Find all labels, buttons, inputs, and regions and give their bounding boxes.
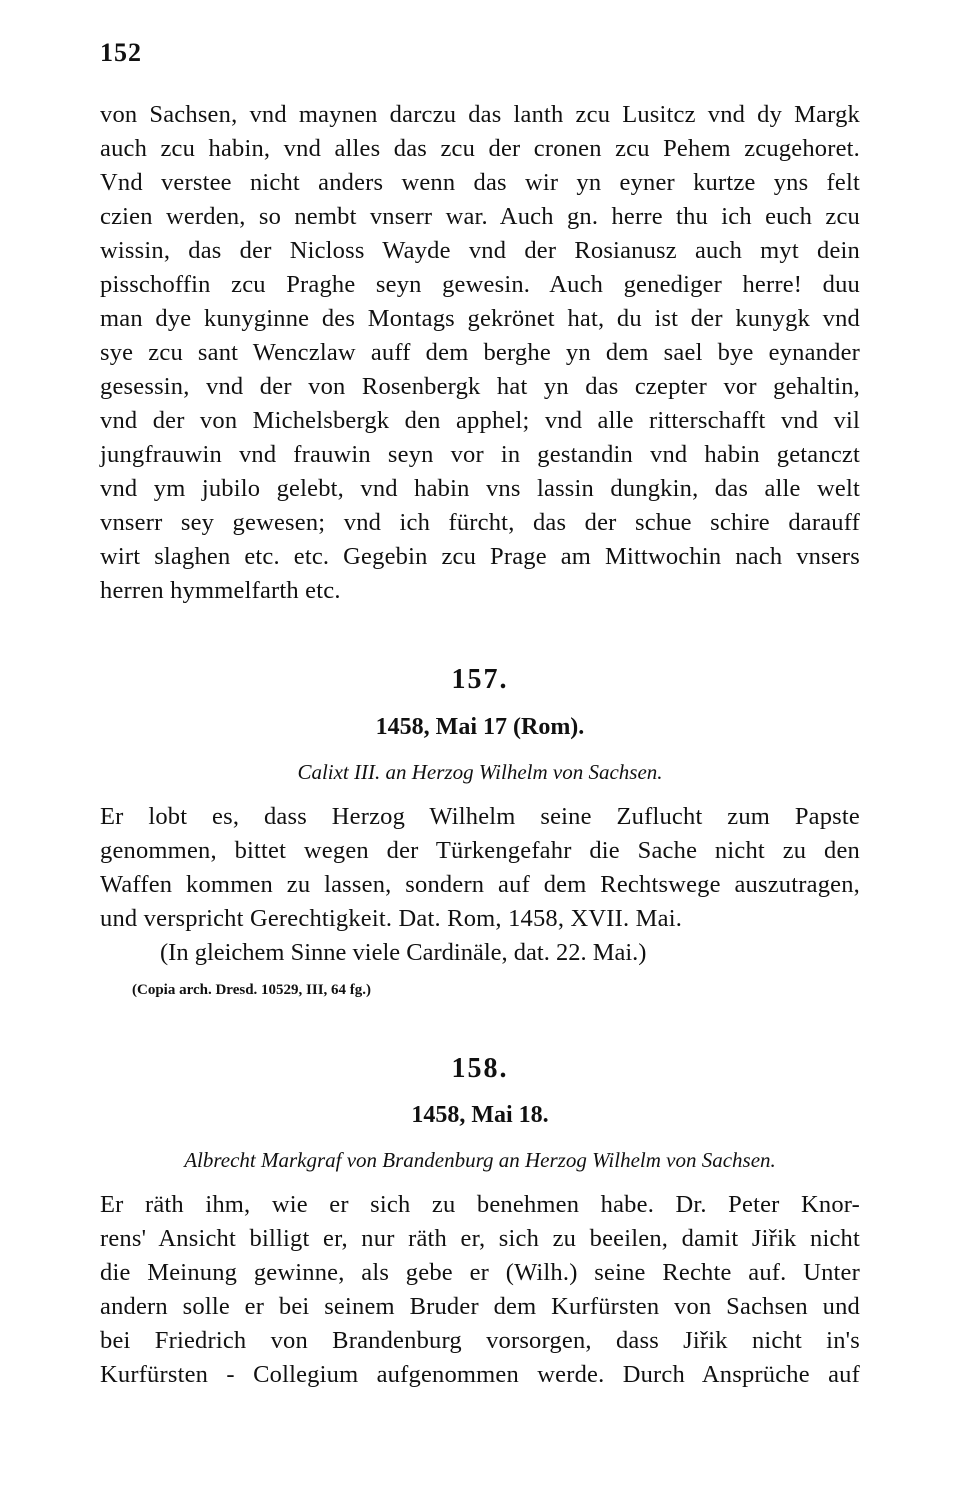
text-line: sye zcu sant Wenczlaw auff dem berghe yn dem sael bye eynander (100, 339, 860, 366)
document-heading: Calixt III. an Herzog Wilhelm von Sachsen. (297, 760, 663, 784)
document-date: 1458, Mai 18. (411, 1102, 549, 1128)
note-line: (In gleichem Sinne viele Cardinäle, dat. 22. Mai.) (160, 939, 647, 966)
text-line: czien werden, so nembt vnserr war. Auch gn. herre thu ich euch zcu (100, 203, 860, 230)
text-line: wissin, das der Nicloss Wayde vnd der Rosianusz auch myt dein (100, 237, 860, 264)
text-line: auch zcu habin, vnd alles das zcu der cronen zcu Pehem zcugehoret. (100, 135, 860, 162)
text-line: pisschoffin zcu Praghe seyn gewesin. Auch genediger herre! duu (100, 271, 860, 298)
document-number: 158. (451, 1053, 509, 1084)
document-date: 1458, Mai 17 (Rom). (375, 714, 585, 740)
text-line: Er lobt es, dass Herzog Wilhelm seine Zuflucht zum Papste (100, 803, 860, 830)
document-heading: Albrecht Markgraf von Brandenburg an Herzog Wilhelm von Sachsen. (184, 1148, 776, 1172)
text-line: wirt slaghen etc. etc. Gegebin zcu Prage am Mittwochin nach vnsers (100, 543, 860, 570)
text-line: rens' Ansicht billigt er, nur räth er, sich zu beeilen, damit Jiřik nicht (100, 1225, 860, 1252)
text-line: Waffen kommen zu lassen, sondern auf dem Rechtswege auszutragen, (100, 871, 860, 898)
page-number: 152 (100, 38, 142, 67)
text-line: jungfrauwin vnd frauwin seyn vor in gestandin vnd habin getanczt (100, 441, 860, 468)
source-citation: (Copia arch. Dresd. 10529, III, 64 fg.) (132, 982, 372, 998)
document-number: 157. (451, 664, 509, 695)
text-line: Kurfürsten - Collegium aufgenommen werde. Durch Ansprüche auf (100, 1361, 860, 1388)
text-line: von Sachsen, vnd maynen darczu das lanth zcu Lusitcz vnd dy Margk (100, 101, 860, 128)
text-line: vnd der von Michelsbergk den apphel; vnd alle ritterschafft vnd vil (100, 407, 860, 434)
text-line: andern solle er bei seinem Bruder dem Kurfürsten von Sachsen und (100, 1293, 860, 1320)
text-line: herren hymmelfarth etc. (100, 577, 341, 604)
text-line: vnserr sey gewesen; vnd ich fürcht, das der schue schire darauff (100, 509, 860, 536)
text-line: man dye kunyginne des Montags gekrönet hat, du ist der kunygk vnd (100, 305, 860, 332)
text-line: vnd ym jubilo gelebt, vnd habin vns lassin dungkin, das alle welt (100, 475, 860, 502)
text-line: Vnd verstee nicht anders wenn das wir yn eyner kurtze yns felt (100, 169, 860, 196)
text-line: Er räth ihm, wie er sich zu benehmen habe. Dr. Peter Knor- (100, 1191, 860, 1218)
text-line: gesessin, vnd der von Rosenbergk hat yn das czepter vor gehaltin, (100, 373, 860, 400)
text-line: genommen, bittet wegen der Türkengefahr die Sache nicht zu den (100, 837, 860, 864)
text-line: bei Friedrich von Brandenburg vorsorgen, dass Jiřik nicht in's (100, 1327, 860, 1354)
text-line: die Meinung gewinne, als gebe er (Wilh.) seine Rechte auf. Unter (100, 1259, 860, 1286)
text-line: und verspricht Gerechtigkeit. Dat. Rom, 1458, XVII. Mai. (100, 905, 683, 932)
